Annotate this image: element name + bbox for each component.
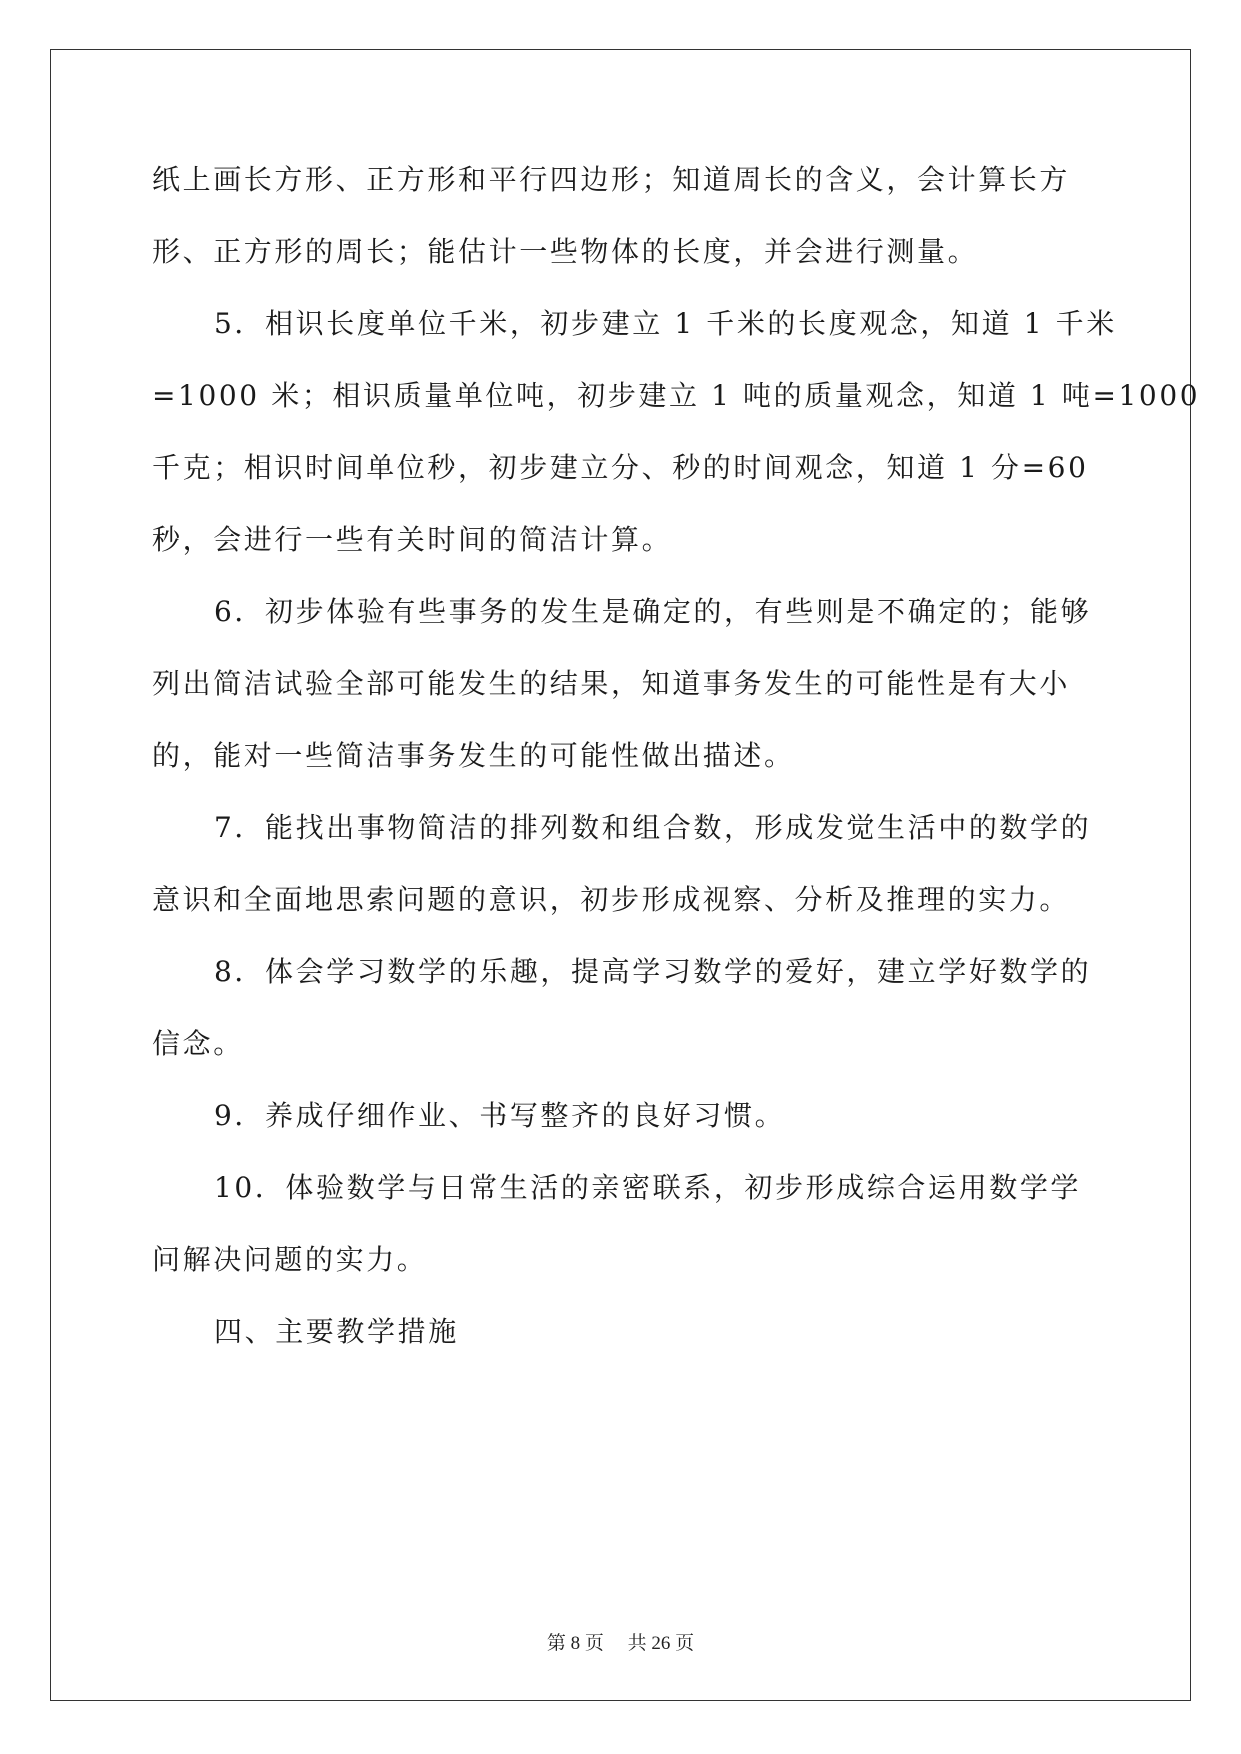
paragraph-5-line: 5．相识长度单位千米，初步建立 1 千米的长度观念，知道 1 千米	[214, 307, 1117, 340]
page-number-footer: 第 8 页 共 26 页	[546, 1633, 695, 1654]
text-line: 秒，会进行一些有关时间的简洁计算。	[152, 523, 673, 556]
paragraph-10-line: 10．体验数学与日常生活的亲密联系，初步形成综合运用数学学	[214, 1171, 1082, 1204]
paragraph-9-line: 9．养成仔细作业、书写整齐的良好习惯。	[214, 1099, 786, 1132]
text-line: 的，能对一些简洁事务发生的可能性做出描述。	[152, 739, 795, 772]
text-line: 形、正方形的周长；能估计一些物体的长度，并会进行测量。	[152, 235, 979, 268]
text-line: 意识和全面地思索问题的意识，初步形成视察、分析及推理的实力。	[152, 883, 1071, 916]
page-border	[50, 49, 1191, 1701]
text-line: 千克；相识时间单位秒，初步建立分、秒的时间观念，知道 1 分=60	[152, 451, 1089, 484]
text-line: 纸上画长方形、正方形和平行四边形；知道周长的含义，会计算长方	[152, 163, 1071, 196]
section-heading: 四、主要教学措施	[214, 1315, 459, 1348]
paragraph-8-line: 8．体会学习数学的乐趣，提高学习数学的爱好，建立学好数学的	[214, 955, 1092, 988]
paragraph-7-line: 7．能找出事物简洁的排列数和组合数，形成发觉生活中的数学的	[214, 811, 1092, 844]
paragraph-6-line: 6．初步体验有些事务的发生是确定的，有些则是不确定的；能够	[214, 595, 1092, 628]
text-line: 信念。	[152, 1027, 244, 1060]
text-line: 列出简洁试验全部可能发生的结果，知道事务发生的可能性是有大小	[152, 667, 1071, 700]
text-line: =1000 米；相识质量单位吨，初步建立 1 吨的质量观念，知道 1 吨=1000	[152, 379, 1201, 412]
text-line: 问解决问题的实力。	[152, 1243, 428, 1276]
